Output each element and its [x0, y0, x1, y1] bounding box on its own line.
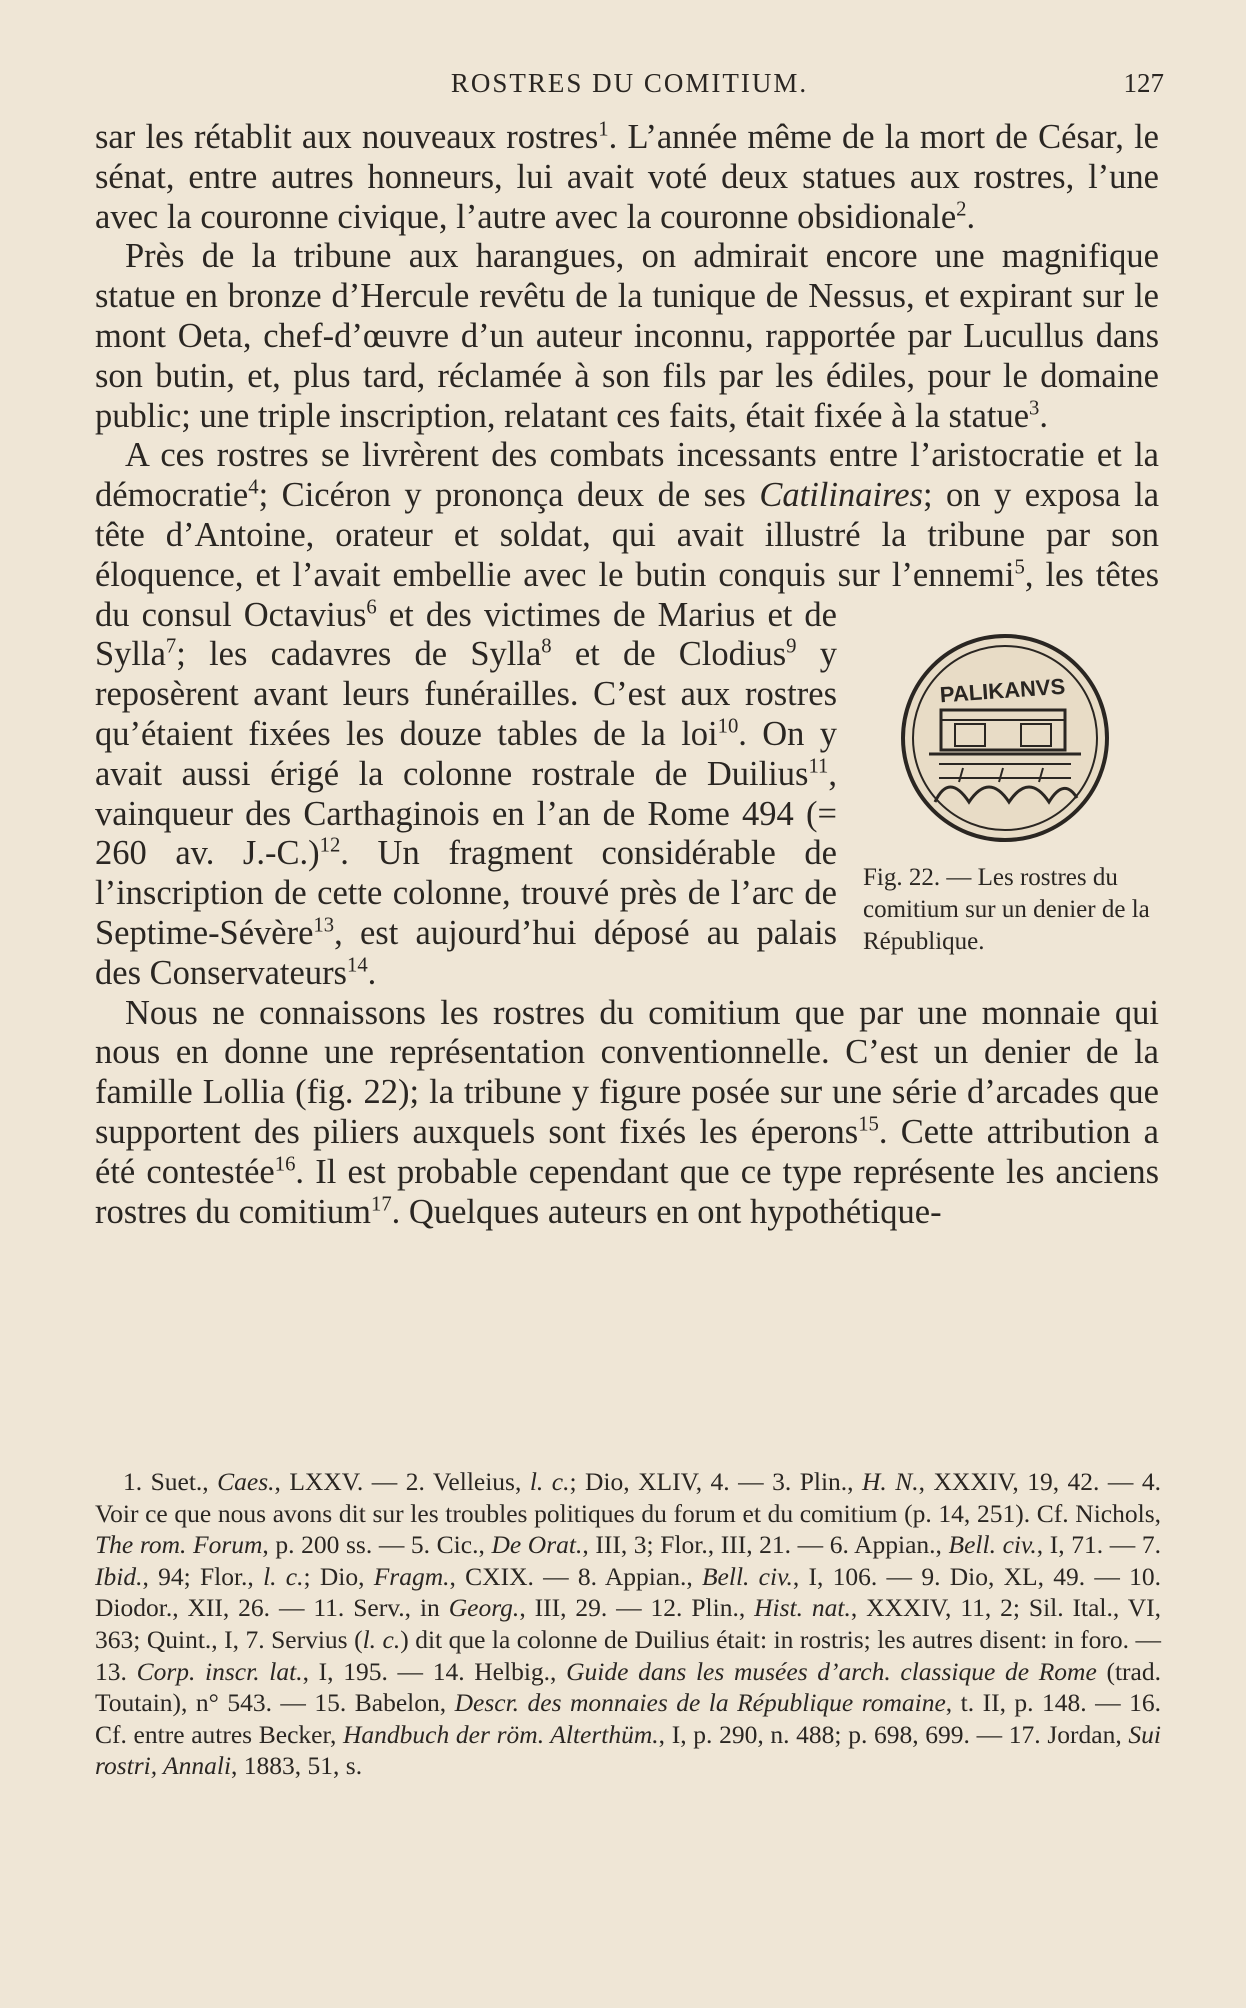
text-span: , est aujourd’hui déposé au palais des Conservateurs [95, 913, 837, 992]
coin-inscription: PALIKANVS [939, 673, 1066, 707]
footnote-text: , 1883, 51, s. [231, 1751, 363, 1781]
text-span: ; Cicéron y prononça deux de ses [258, 476, 760, 515]
text-span: . L’année même de la mort de César, le sénat, entre autres honneurs, lui avait voté deux statues aux rostres, l’une avec la couronne civique, l’autre avec la couronne obsidionale [95, 118, 1159, 236]
text-span: . Quelques auteurs en ont hypothétique- [391, 1192, 942, 1231]
footnote-ref: 15 [858, 1113, 879, 1136]
footnote-text: , t. II, p. 148. — 16. Cf. entre autres Becker, [95, 1688, 1162, 1749]
text-span: , vainqueur des Carthaginois en l’an de Rome 494 (= 260 av. J.-C.) [95, 754, 837, 873]
text-span: A ces rostres se livrèrent des combats incessants entre l’aristocratie et la démocratie [95, 436, 1159, 515]
running-title: ROSTRES DU COMITIUM. [450, 68, 809, 98]
footnote-italic: H. N. [862, 1467, 919, 1496]
footnote-text: ; Dio, [303, 1561, 374, 1591]
footnote-ref: 5 [1014, 556, 1025, 579]
footnote-text: , LXXV. — 2. Velleius, [274, 1467, 530, 1496]
footnote-text: , I, 71. — 7. [1036, 1530, 1161, 1560]
footnote-ref: 14 [346, 954, 368, 977]
footnote-italic: l. c. [263, 1561, 304, 1591]
footnote-text: , III, 3; Flor., III, 21. — 6. Appian., [582, 1530, 949, 1560]
text-span: Près de la tribune aux harangues, on admirait encore une magnifique statue en bronze d’Hercule revêtu de la tunique de Nessus, et expirant sur le mont Oeta, chef-d’œuvre d’un auteur inconnu, rapportée par Lucullus dans son butin, et, plus tard, réclamée à son fils par les édiles, pour le domaine public; une triple inscription, relatant ces faits, était fixée à la statue [95, 237, 1159, 435]
footnotes [95, 1466, 1161, 1782]
footnote-italic: Guide dans les musées d’arch. classique de Rome [566, 1656, 1097, 1686]
footnote-text: , 94; Flor., [142, 1561, 264, 1591]
footnote-italic: Ibid. [95, 1561, 143, 1591]
footnote-ref: 8 [541, 635, 552, 658]
footnote-text: , XXXIV, 11, 2; Sil. Ital., VI, 363; Quint., I, 7. Servius ( [95, 1593, 1162, 1654]
page-header [95, 64, 1164, 104]
footnote-italic: Caes. [217, 1467, 275, 1496]
footnote-ref: 1 [598, 118, 609, 141]
paragraph [95, 237, 1159, 436]
page-number: 127 [1123, 68, 1164, 98]
footnote-italic: Descr. des monnaies de la République romaine [454, 1688, 946, 1718]
text-span: . Cette attribution a été contestée [95, 1112, 1159, 1191]
text-span: ; les cadavres de Sylla [176, 635, 542, 674]
footnote-italic: Sui rostri, Annali [95, 1719, 1161, 1781]
footnote-text: 1. Suet., [123, 1467, 218, 1496]
text-span: . [966, 197, 976, 236]
footnote-text: ; Dio, XLIV, 4. — 3. Plin., [569, 1467, 863, 1496]
paragraph [95, 436, 1159, 993]
footnote-italic: Bell. civ. [701, 1561, 793, 1591]
footnote-italic: The rom. Forum [95, 1530, 263, 1560]
footnote-italic: Bell. civ. [948, 1530, 1037, 1560]
footnote-italic: Fragm. [373, 1561, 450, 1591]
body-text [95, 118, 1159, 1232]
footnote-italic: Hist. nat. [754, 1593, 851, 1623]
footnote-ref: 12 [319, 834, 341, 857]
footnote-ref: 10 [717, 715, 739, 738]
footnote-italic: Georg. [448, 1593, 520, 1623]
coin-illustration [899, 632, 1111, 844]
text-span: . Un fragment considérable de l’inscription de cette colonne, trouvé près de l’arc de Septime-Sévère [95, 834, 837, 952]
text-span: . [367, 953, 377, 992]
text-span: y reposèrent avant leurs funérailles. C’est aux rostres qu’étaient fixées les douze tables de la loi [95, 635, 838, 753]
footnote-text: ) dit que la colonne de Duilius était: in rostris; les autres disent: in foro. — 13. [95, 1624, 1162, 1686]
footnote-text: , I, 195. — 14. Helbig., [302, 1656, 567, 1686]
text-span: et de Clodius [551, 635, 787, 674]
text-span: sar les rétablit aux nouveaux rostres [95, 118, 599, 156]
footnote-ref: 2 [956, 198, 967, 221]
footnote-text: (trad. Toutain), n° 543. — 15. Babelon, [95, 1656, 1161, 1718]
text-span: et des victimes de Marius et de Sylla [95, 595, 837, 674]
footnote-text: , XXXIV, 19, 42. — 4. Voir ce que nous avons dit sur les troubles politiques du forum et du comitium (p. 14, 251). Cf. Nichols, [95, 1467, 1161, 1528]
footnote-ref: 11 [808, 755, 829, 778]
footnote-italic: De Orat. [491, 1530, 583, 1560]
footnote-ref: 9 [786, 635, 797, 658]
footnote-text: , I, p. 290, n. 488; p. 698, 699. — 17. Jordan, [658, 1719, 1129, 1749]
footnote-block [95, 1466, 1161, 1782]
footnote-ref: 6 [366, 596, 377, 619]
footnote-ref: 3 [1029, 397, 1040, 420]
footnote-text: , CXIX. — 8. Appian., [449, 1561, 702, 1591]
text-span: Nous ne connaissons les rostres du comitium que par une monnaie qui nous en donne une représentation conventionnelle. C’est un denier de la famille Lollia (fig. 22); la tribune y figure posée sur une série d’arcades que supportent des piliers auxquels sont fixés les éperons [95, 993, 1159, 1151]
italic-title: Catilinaires [759, 476, 923, 515]
footnote-italic: l. c. [529, 1467, 570, 1496]
footnote-italic: Handbuch der röm. Alterthüm. [343, 1719, 659, 1749]
footnote-text: , I, 106. — 9. Dio, XL, 49. — 10. Diodor., XII, 26. — 11. Serv., in [95, 1561, 1162, 1623]
footnote-ref: 13 [313, 914, 335, 937]
figure-caption: Fig. 22. — Les rostres du comitium sur un denier de la République. [863, 863, 1150, 955]
figure [859, 632, 1159, 958]
footnote-italic: Corp. inscr. lat. [136, 1656, 303, 1686]
paragraph [95, 994, 1159, 1233]
footnote-ref: 17 [370, 1193, 392, 1216]
text-span: . Il est probable cependant que ce type représente les anciens rostres du comitium [95, 1152, 1159, 1231]
text-span: ; on y exposa la tête d’Antoine, orateur et soldat, qui avait illustré la tribune par son éloquence, et l’avait embellie avec le butin conquis sur l’ennemi [95, 476, 1160, 594]
footnote-italic: l. c. [362, 1624, 401, 1654]
text-span: . On y avait aussi érigé la colonne rostrale de Duilius [95, 714, 837, 793]
footnote-text: , p. 200 ss. — 5. Cic., [262, 1530, 492, 1560]
text-span: , les têtes du consul Octavius [95, 555, 1160, 634]
footnote-ref: 4 [248, 476, 259, 499]
footnote-ref: 16 [274, 1153, 296, 1176]
footnote-text: , III, 29. — 12. Plin., [519, 1593, 755, 1623]
paragraph [95, 118, 1159, 237]
text-span: . [1039, 396, 1048, 435]
footnote-ref: 7 [165, 635, 177, 658]
